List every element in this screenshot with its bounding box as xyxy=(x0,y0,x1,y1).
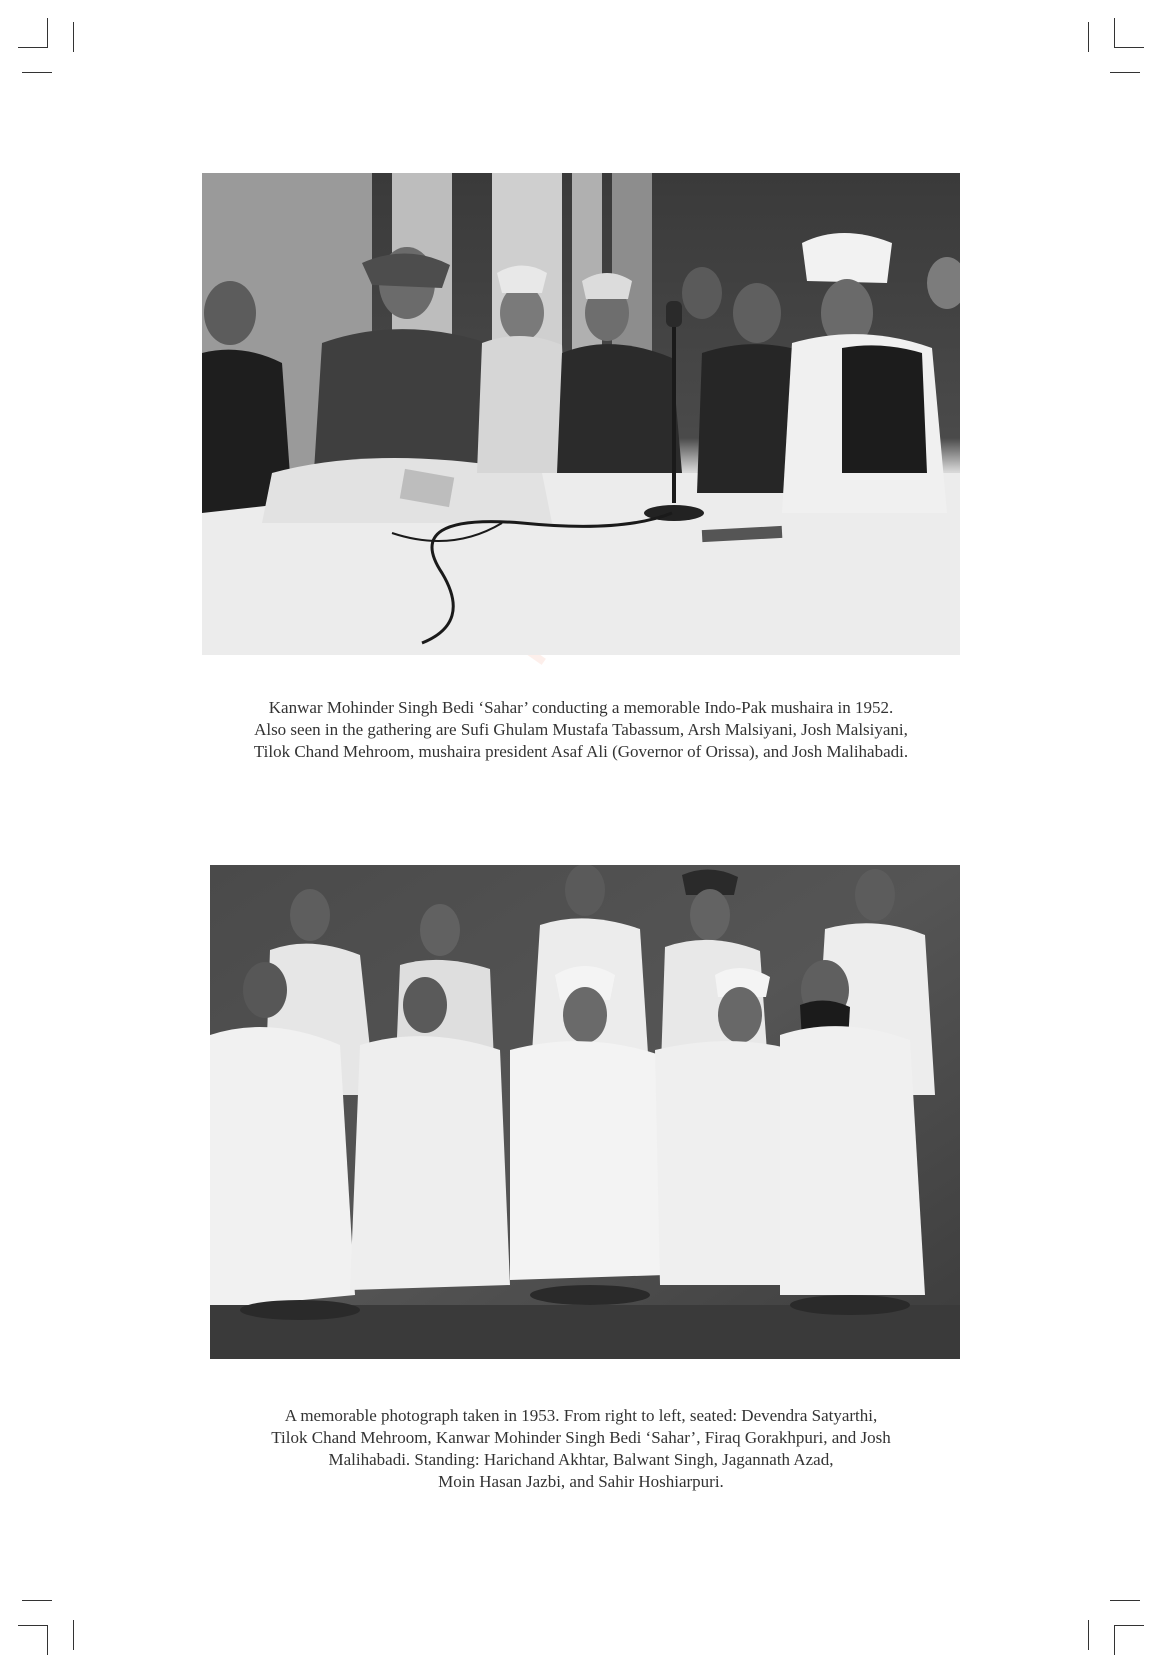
crop-mark xyxy=(47,18,48,48)
figure-caption-2 xyxy=(150,1405,1012,1493)
photo-mushaira-1952 xyxy=(202,173,960,655)
caption-line: Also seen in the gathering are Sufi Ghulam Mustafa Tabassum, Arsh Malsiyani, Josh Malsiyani, xyxy=(254,720,908,739)
crop-mark xyxy=(22,72,52,73)
caption-line: Kanwar Mohinder Singh Bedi ‘Sahar’ conducting a memorable Indo-Pak mushaira in 1952. xyxy=(268,698,894,717)
crop-mark xyxy=(1110,1600,1140,1601)
crop-mark xyxy=(47,1625,48,1655)
caption-line: Moin Hasan Jazbi, and Sahir Hoshiarpuri. xyxy=(438,1472,724,1491)
crop-mark xyxy=(1114,1625,1115,1655)
crop-mark xyxy=(1114,1625,1144,1626)
crop-mark xyxy=(73,1620,74,1650)
caption-line: Tilok Chand Mehroom, Kanwar Mohinder Singh Bedi ‘Sahar’, Firaq Gorakhpuri, and Josh xyxy=(271,1428,891,1447)
photo-group-1953 xyxy=(210,865,960,1359)
caption-line: Malihabadi. Standing: Harichand Akhtar, Balwant Singh, Jagannath Azad, xyxy=(328,1450,834,1469)
crop-mark xyxy=(1088,22,1089,52)
crop-mark xyxy=(18,47,48,48)
crop-mark xyxy=(73,22,74,52)
crop-mark xyxy=(1088,1620,1089,1650)
caption-line: Tilok Chand Mehroom, mushaira president Asaf Ali (Governor of Orissa), and Josh Malihabadi. xyxy=(253,742,909,761)
caption-line: A memorable photograph taken in 1953. From right to left, seated: Devendra Satyarthi, xyxy=(284,1406,878,1425)
figure-caption-1 xyxy=(150,697,1012,763)
crop-mark xyxy=(22,1600,52,1601)
crop-mark xyxy=(1114,18,1115,48)
crop-mark xyxy=(1114,47,1144,48)
crop-mark xyxy=(18,1625,48,1626)
crop-mark xyxy=(1110,72,1140,73)
